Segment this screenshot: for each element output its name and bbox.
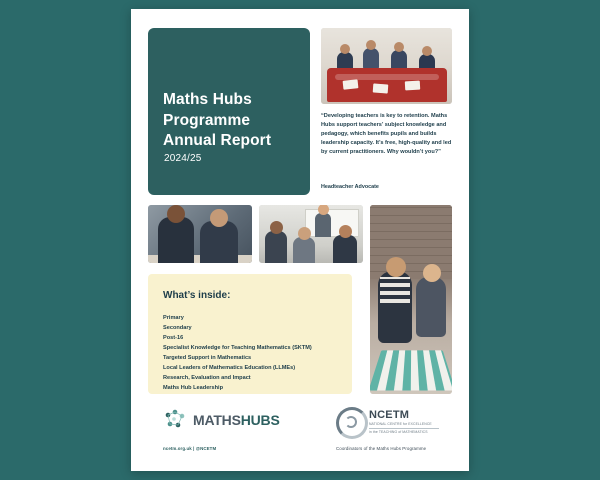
title-card — [148, 28, 310, 195]
pupil-figure — [200, 221, 238, 263]
title-line-1: Maths Hubs — [163, 91, 252, 108]
list-item: Specialist Knowledge for Teaching Mathematics (SKTM) — [163, 344, 312, 351]
teacher-presenting-to-group-photo — [259, 205, 363, 263]
floor-mat — [370, 350, 452, 390]
worksheet — [405, 81, 420, 91]
ncetm-strapline-line-1: NATIONAL CENTRE for EXCELLENCE — [369, 422, 432, 426]
presenter-figure — [315, 213, 331, 237]
list-item: Maths Hub Leadership — [163, 384, 223, 391]
attendee-figure — [293, 237, 315, 263]
ncetm-logo — [336, 405, 446, 435]
ncetm-swirl-icon — [336, 407, 368, 439]
ncetm-wordmark: NCETM — [369, 409, 410, 421]
pull-quote: “Developing teachers is key to retention. Maths Hubs support teachers’ subject knowledge and pedagogy, which benefits pupils and builds leadership capacity. It’s free, high-quality and led by current practitioners. Why wouldn’t you?” — [321, 113, 452, 156]
ncetm-strapline — [369, 422, 445, 435]
wordmark-hubs: HUBS — [240, 412, 280, 428]
ncetm-strapline-line-2: in the TEACHING of MATHEMATICS — [369, 430, 428, 435]
maths-hubs-wordmark — [193, 412, 280, 428]
worksheet — [373, 83, 389, 93]
pupil-figure — [363, 48, 379, 70]
list-item: Post-16 — [163, 334, 184, 341]
whats-inside-heading: What’s inside: — [163, 290, 231, 301]
title-line-3: Annual Report — [163, 132, 272, 150]
list-item: Targeted Support in Mathematics — [163, 354, 252, 361]
attendee-figure — [333, 235, 357, 263]
pupil-figure — [158, 217, 194, 263]
pupil-figure — [378, 271, 412, 343]
report-year: 2024/25 — [164, 153, 202, 164]
whats-inside-list — [163, 314, 312, 394]
wordmark-maths: MATHS — [193, 412, 241, 428]
pull-quote-attribution: Headteacher Advocate — [321, 184, 379, 190]
footer-note: Coordinators of the Maths Hubs Programme — [336, 446, 427, 451]
maths-hubs-mark-icon — [163, 408, 187, 432]
pupils-around-red-table-photo — [321, 28, 452, 104]
list-item: Research, Evaluation and Impact — [163, 374, 251, 381]
list-item: Local Leaders of Mathematics Education (LLMEs) — [163, 364, 296, 371]
pupils-working-on-floor-mat-photo — [370, 205, 452, 394]
report-cover-page — [131, 9, 469, 471]
footer-url[interactable]: ncetm.org.uk | @NCETM — [163, 446, 217, 451]
whats-inside-panel — [148, 274, 352, 394]
attendee-figure — [265, 231, 287, 263]
maths-hubs-logo — [163, 407, 293, 433]
list-item: Primary — [163, 315, 184, 321]
pupil-figure — [416, 277, 446, 337]
divider — [369, 428, 439, 429]
worksheet — [343, 79, 359, 90]
two-secondary-pupils-writing-photo — [148, 205, 252, 263]
title-line-2: Programme — [163, 111, 251, 129]
list-item: Secondary — [163, 324, 192, 331]
page-title — [163, 90, 298, 152]
